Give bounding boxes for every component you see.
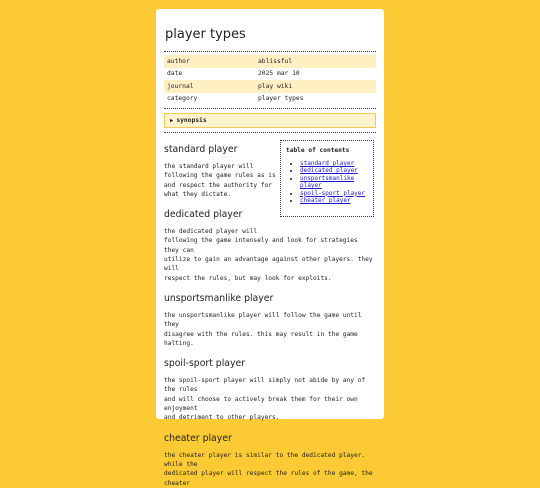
section-heading: cheater player	[164, 432, 232, 444]
meta-value: ablissful	[255, 55, 376, 68]
meta-value: play wiki	[255, 80, 376, 93]
meta-row-journal	[164, 80, 376, 93]
section-heading: standard player	[164, 144, 238, 155]
meta-key: category	[167, 95, 198, 103]
toc-list	[286, 160, 369, 204]
synopsis-toggle[interactable]	[164, 113, 376, 128]
section-dedicated-player	[164, 209, 376, 283]
toc-link-unsportsmanlike-player[interactable]: unsportsmanlike player	[300, 174, 355, 190]
triangle-right-icon: ▶	[170, 118, 174, 124]
section-spoil-sport-player	[164, 358, 376, 422]
toc-link-standard-player[interactable]: standard player	[300, 160, 355, 167]
section-heading: dedicated player	[164, 209, 243, 221]
meta-row-author	[164, 55, 376, 68]
toc-item	[300, 167, 369, 174]
toc-link-dedicated-player[interactable]: dedicated player	[300, 167, 358, 175]
section-cheater-player	[164, 433, 376, 488]
article-card	[156, 9, 384, 487]
divider	[164, 51, 376, 52]
meta-value: 2025 mar 10	[258, 70, 300, 78]
toc-item	[300, 190, 369, 197]
section-text: the spoil-sport player will simply not abide by any of the rules and will choose to actively break them for their own enjoyment and detriment to other players.	[164, 377, 366, 422]
page-title: player types	[165, 27, 246, 42]
meta-key: date	[167, 70, 183, 78]
section-text: the standard player will following the game rules as is and respect the authority for what they dictate.	[164, 163, 276, 198]
metadata-table	[164, 55, 376, 105]
article-content	[164, 133, 376, 488]
section-text: the cheater player is similar to the dedicated player. while the dedicated player will respect the rules of the game, the cheater	[164, 451, 373, 487]
toc-item	[300, 197, 369, 204]
synopsis-label: synopsis	[176, 117, 207, 124]
section-unsportsmanlike-player	[164, 293, 376, 348]
toc-link-cheater-player[interactable]: cheater player	[300, 197, 351, 205]
section-text: the unsportsmanlike player will follow the game until they disagree with the rules. this may result in the game halting.	[164, 311, 362, 347]
meta-key: author	[164, 55, 255, 68]
meta-value: player types	[258, 95, 304, 103]
meta-row-category	[164, 93, 376, 106]
meta-key: journal	[164, 80, 255, 93]
section-heading: unsportsmanlike player	[164, 292, 274, 304]
section-heading: spoil-sport player	[164, 358, 246, 370]
table-of-contents	[280, 140, 374, 217]
section-text: the dedicated player will following the game intensely and look for strategies they can utilize to gain an advantage against other players. they will respect the rules, but may look for exploits.	[164, 228, 373, 282]
toc-link-spoil-sport-player[interactable]: spoil-sport player	[300, 189, 366, 197]
divider	[164, 108, 376, 109]
toc-item	[300, 175, 369, 190]
toc-title: table of contents	[286, 147, 350, 154]
toc-item	[300, 160, 369, 167]
meta-row-date	[164, 68, 376, 81]
